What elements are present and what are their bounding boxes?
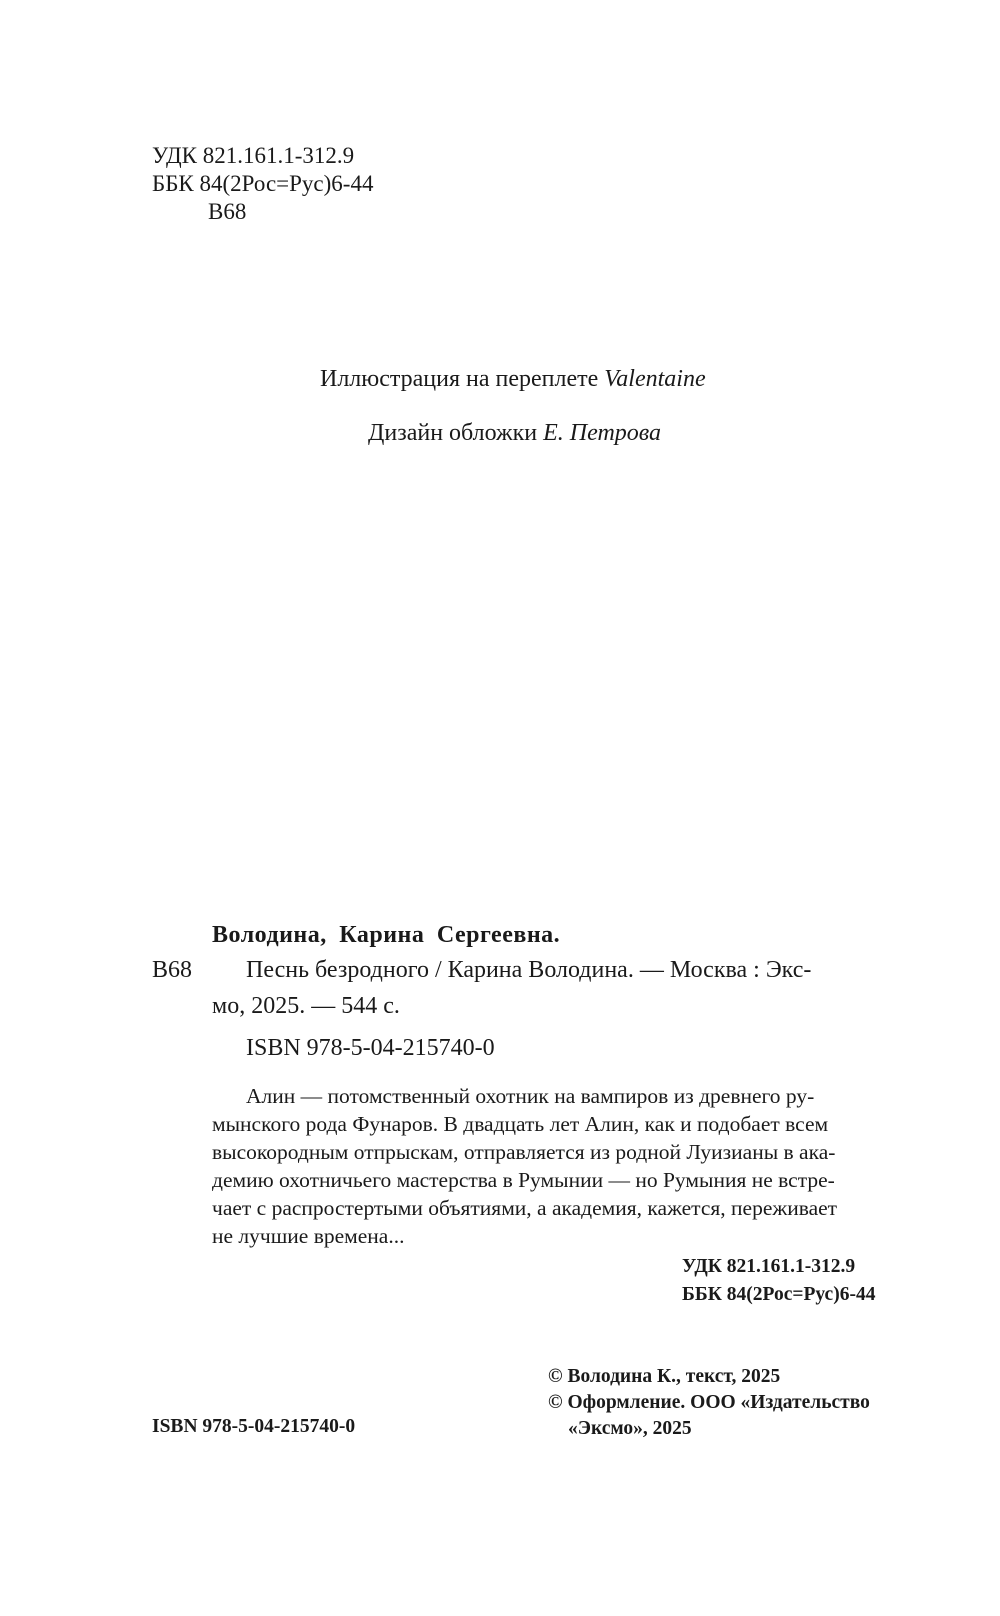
copyright-design-line-1: © Оформление. ООО «Издательство: [548, 1392, 870, 1413]
footer-isbn: ISBN 978-5-04-215740-0: [152, 1416, 356, 1437]
catalog-title-line-2: мо, 2025. — 544 с.: [212, 993, 400, 1019]
top-udk-code: УДК 821.161.1-312.9: [152, 143, 355, 168]
annotation-line: мынского рода Фунаров. В двадцать лет Алин, как и подобает всем: [212, 1112, 829, 1136]
catalog-udk-code: УДК 821.161.1-312.9: [682, 1256, 856, 1277]
catalog-author-mark: В68: [152, 957, 193, 983]
annotation-line: чает с распростертыми объятиями, а академия, кажется, переживает: [212, 1196, 838, 1220]
top-bbk-code: ББК 84(2Рос=Рус)6-44: [152, 171, 374, 196]
copyright-design-line-2: «Эксмо», 2025: [568, 1418, 692, 1439]
illustrator-name: Valentaine: [604, 366, 706, 392]
top-author-mark: В68: [208, 199, 247, 224]
catalog-isbn: ISBN 978-5-04-215740-0: [246, 1035, 495, 1061]
annotation-line: высокородным отпрыскам, отправляется из родной Луизианы в ака-: [212, 1140, 836, 1164]
illustration-credit: [320, 364, 706, 394]
annotation-line: демию охотничьего мастерства в Румынии — но Румыния не встре-: [212, 1168, 835, 1192]
catalog-title-line-1: Песнь безродного / Карина Володина. — Москва : Экс-: [246, 957, 812, 983]
catalog-author-heading: Володина, Карина Сергеевна.: [212, 922, 561, 948]
cover-design-credit: [368, 418, 661, 448]
annotation-line: не лучшие времена...: [212, 1224, 405, 1248]
illustration-credit-prefix: Иллюстрация на переплете: [320, 366, 599, 392]
catalog-bbk-code: ББК 84(2Рос=Рус)6-44: [682, 1284, 876, 1305]
annotation-line: Алин — потомственный охотник на вампиров из древнего ру-: [246, 1084, 815, 1108]
cover-designer-name: Е. Петрова: [543, 420, 662, 446]
cover-design-prefix: Дизайн обложки: [368, 420, 538, 446]
copyright-text: © Володина К., текст, 2025: [548, 1366, 781, 1387]
